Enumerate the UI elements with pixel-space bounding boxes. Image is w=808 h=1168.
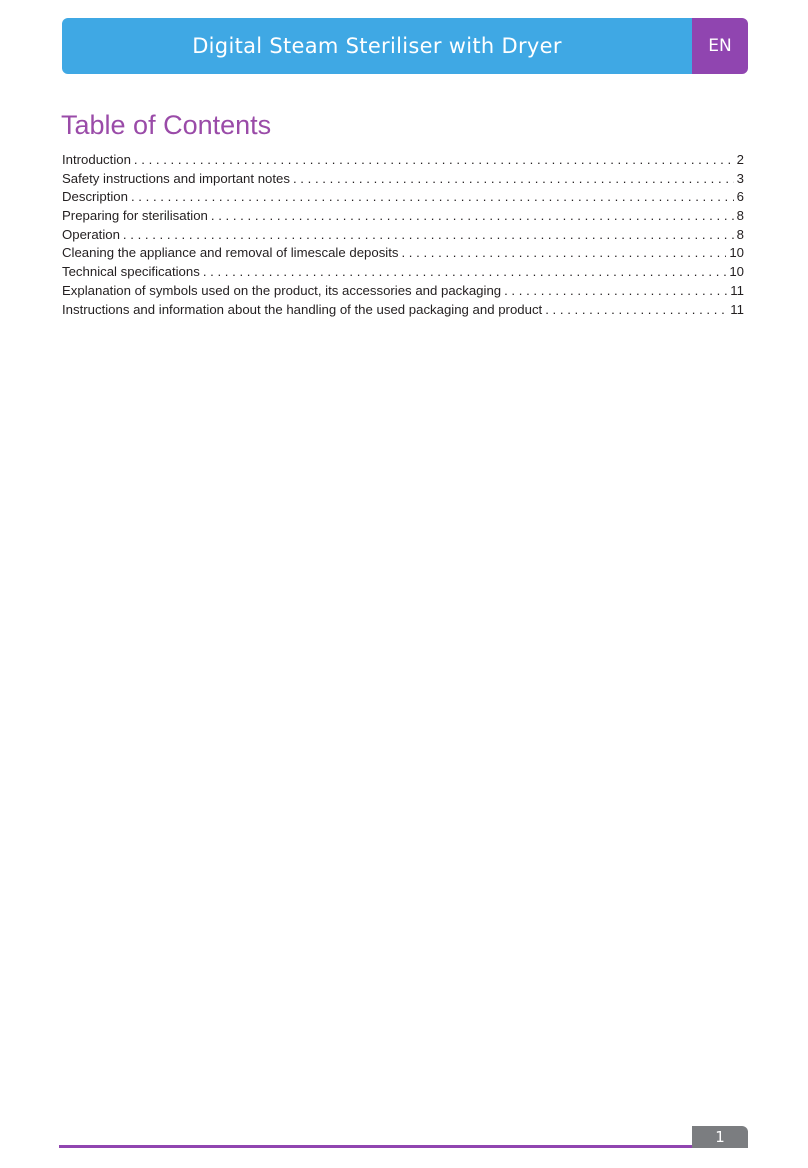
- toc-entry-label: Technical specifications: [62, 264, 200, 280]
- footer-divider: [59, 1145, 695, 1148]
- toc-dot-leader: [401, 244, 726, 263]
- toc-entry-page: 11: [730, 282, 744, 298]
- toc-entry-label: Safety instructions and important notes: [62, 170, 290, 186]
- toc-entry-label: Explanation of symbols used on the product, its accessories and packaging: [62, 282, 502, 298]
- language-code: EN: [708, 36, 732, 56]
- toc-entry-explanation-of-symbols[interactable]: [62, 282, 744, 301]
- toc-entry-description[interactable]: [62, 188, 744, 207]
- toc-entry-packaging-handling[interactable]: [62, 301, 744, 320]
- toc-dot-leader: [123, 226, 734, 245]
- toc-entry-page: 10: [729, 245, 744, 261]
- toc-entry-label: Introduction: [62, 152, 131, 167]
- toc-entry-preparing-for-sterilisation[interactable]: [62, 207, 744, 226]
- header-title-area: [62, 18, 692, 74]
- toc-heading: Table of Contents: [61, 110, 272, 140]
- toc-list: [62, 151, 744, 319]
- toc-dot-leader: [131, 188, 734, 207]
- page-number: 1: [715, 1128, 725, 1146]
- document-header: [62, 18, 748, 74]
- toc-entry-page: 8: [736, 226, 744, 242]
- toc-entry-label: Operation: [62, 226, 120, 242]
- toc-entry-page: 2: [736, 152, 744, 167]
- toc-entry-label: Description: [62, 189, 128, 205]
- toc-entry-label: Cleaning the appliance and removal of limescale deposits: [62, 245, 399, 261]
- toc-entry-label: Preparing for sterilisation: [62, 208, 208, 224]
- toc-entry-page: 6: [736, 189, 744, 205]
- toc-entry-cleaning[interactable]: [62, 244, 744, 263]
- toc-entry-page: 8: [736, 208, 744, 224]
- toc-dot-leader: [545, 301, 727, 320]
- language-badge: [692, 18, 748, 74]
- toc-dot-leader: [211, 207, 734, 226]
- toc-entry-page: 10: [729, 264, 744, 280]
- toc-entry-operation[interactable]: [62, 226, 744, 245]
- toc-entry-page: 3: [736, 170, 744, 186]
- toc-entry-page: 11: [730, 301, 744, 317]
- footer-page-badge: [692, 1126, 748, 1148]
- toc-dot-leader: [203, 263, 727, 282]
- toc-entry-introduction[interactable]: [62, 151, 744, 170]
- toc-dot-leader: [293, 170, 734, 189]
- document-title: Digital Steam Steriliser with Dryer: [192, 34, 562, 58]
- toc-entry-label: Instructions and information about the handling of the used packaging and product: [62, 301, 543, 317]
- toc-entry-technical-specifications[interactable]: [62, 263, 744, 282]
- toc-dot-leader: [134, 151, 734, 170]
- toc-dot-leader: [504, 282, 727, 301]
- toc-entry-safety-instructions[interactable]: [62, 170, 744, 189]
